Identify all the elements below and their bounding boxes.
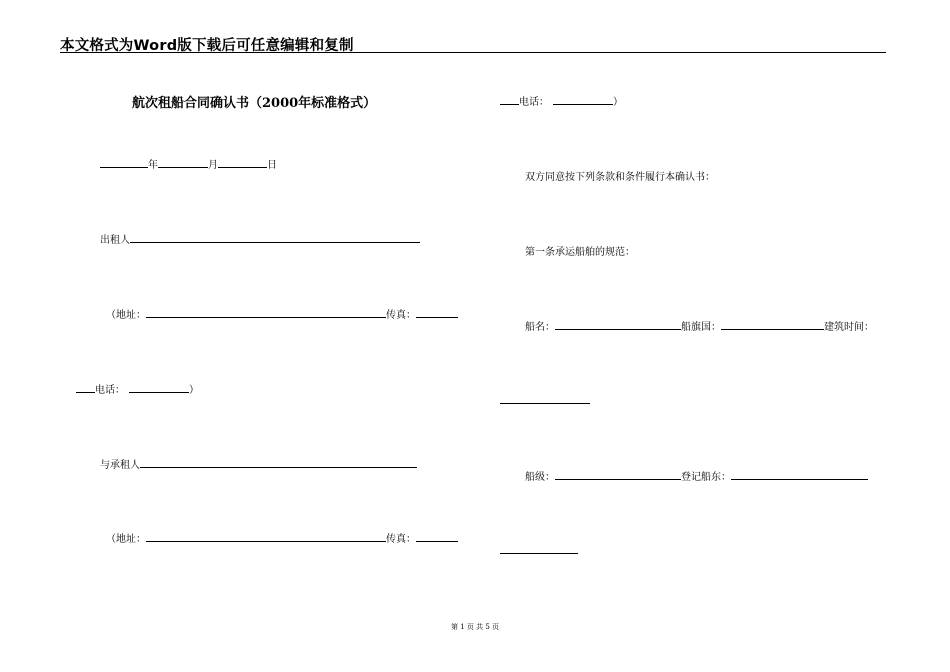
month-blank	[158, 157, 208, 168]
ship-name-blank	[555, 319, 681, 330]
ship-class-label: 船级：	[525, 472, 555, 483]
lessee-phone-line	[500, 93, 623, 108]
date-line	[100, 156, 277, 171]
phone-prefix-blank	[76, 382, 95, 393]
fax-blank	[416, 307, 458, 318]
phone-close: ）	[189, 385, 199, 396]
ship-name-label: 船名：	[525, 322, 555, 333]
lessee-label: 与承租人	[100, 460, 140, 471]
phone-label: 电话：	[95, 385, 125, 396]
fax-label: 传真：	[386, 534, 416, 545]
header-rule	[60, 52, 886, 53]
document-header-title: 本文格式为Word版下载后可任意编辑和复制	[60, 38, 354, 54]
build-time-continuation	[500, 393, 590, 404]
fax-blank	[416, 531, 458, 542]
lessee-address-line	[106, 530, 458, 545]
day-blank	[218, 157, 267, 168]
lessor-phone-line	[76, 381, 199, 396]
build-time-blank	[500, 393, 590, 404]
agreement-text: 双方同意按下列条款和条件履行本确认书：	[525, 172, 715, 183]
article-one-heading: 第一条承运船舶的规范：	[525, 247, 635, 258]
flag-label: 船旗国：	[681, 322, 721, 333]
lessor-label: 出租人	[100, 235, 130, 246]
lessor-blank	[130, 232, 420, 243]
ship-class-line	[525, 468, 868, 483]
phone-prefix-blank	[500, 94, 519, 105]
document-title: 航次租船合同确认书（2000年标准格式）	[132, 96, 377, 111]
year-blank	[100, 157, 148, 168]
page-footer: 第 1 页 共 5 页	[450, 623, 500, 631]
year-label: 年	[148, 160, 158, 171]
registered-owner-blank-2	[500, 543, 578, 554]
lessor-address-line	[106, 306, 458, 321]
registered-owner-continuation	[500, 543, 578, 554]
day-label: 日	[267, 160, 277, 171]
address-label: （地址：	[106, 534, 146, 545]
month-label: 月	[208, 160, 218, 171]
phone-blank	[129, 382, 189, 393]
ship-class-blank	[555, 469, 681, 480]
address-blank	[146, 307, 386, 318]
phone-blank	[553, 94, 613, 105]
lessee-blank	[140, 457, 417, 468]
address-label: （地址：	[106, 310, 146, 321]
build-time-label: 建筑时间：	[824, 322, 874, 333]
ship-info-line	[525, 318, 874, 333]
registered-owner-blank	[731, 469, 868, 480]
phone-label: 电话：	[519, 97, 549, 108]
address-blank	[146, 531, 386, 542]
fax-label: 传真：	[386, 310, 416, 321]
flag-blank	[721, 319, 824, 330]
lessee-line	[100, 456, 417, 471]
registered-owner-label: 登记船东：	[681, 472, 731, 483]
lessor-line	[100, 231, 420, 246]
phone-close: ）	[613, 97, 623, 108]
